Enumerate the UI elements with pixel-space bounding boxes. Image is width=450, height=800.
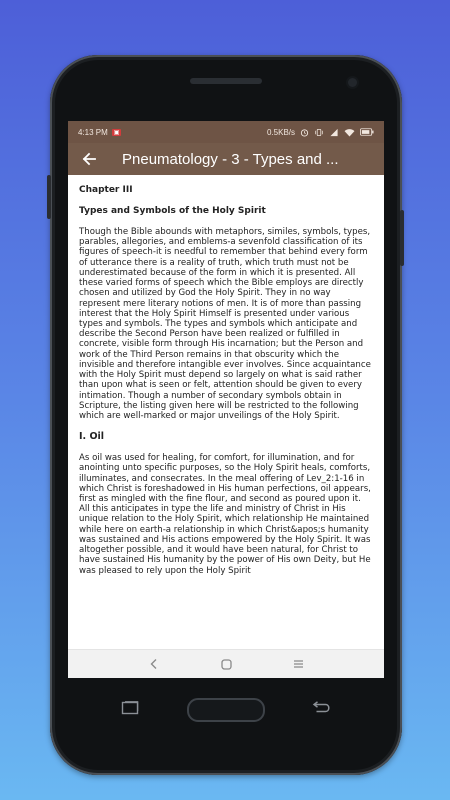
nav-back-button[interactable]: [139, 653, 169, 675]
signal-icon: [329, 128, 339, 137]
chapter-heading: Chapter III: [79, 185, 133, 195]
home-key[interactable]: [187, 698, 265, 722]
battery-icon: [360, 128, 374, 136]
page-title: Pneumatology - 3 - Types and ...: [122, 150, 339, 168]
vibrate-icon: [314, 128, 324, 137]
app-bar: [68, 143, 384, 175]
home-square-icon: [221, 659, 232, 670]
status-bar: [68, 121, 384, 143]
article-content[interactable]: [68, 175, 384, 649]
recent-apps-key[interactable]: [117, 697, 143, 719]
power-button[interactable]: [400, 210, 404, 266]
status-time: 4:13 PM: [78, 127, 108, 137]
section-paragraph: As oil was used for healing, for comfort, for illumination, and for anointing unto specific purposes, so the Holy Spirit heals, comforts, illuminates, and consecrates. In the meal offering of Lev_2:1-16 in which Christ is foreshadowed in His human perfections, oil appears, first as mingled with the fine flour, and second as poured upon it. All this anticipates in type the life and ministry of Christ in His unique relation to the Holy Spirit, which relationship He maintained while here on earth-a relationship in which Christ&apos;s humanity was sustained and His actions empowered by the Holy Spirit. It was altogether possible, and it would have been natural, for Christ to have sustained His humanity by the power of His own Deity, but He was pleased to rely upon the Holy Spirit: [79, 453, 371, 576]
back-button[interactable]: [78, 148, 100, 170]
phone-screen: [68, 121, 384, 678]
recent-apps-icon: [121, 701, 139, 715]
nav-home-button[interactable]: [211, 653, 241, 675]
chevron-left-icon: [149, 658, 159, 670]
notification-badge-icon: ▣: [113, 129, 120, 136]
alarm-icon: [300, 128, 309, 137]
arrow-left-icon: [81, 151, 97, 167]
nav-menu-button[interactable]: [283, 653, 313, 675]
return-arrow-icon: [311, 701, 331, 716]
chapter-subtitle: Types and Symbols of the Holy Spirit: [79, 206, 266, 216]
section-heading: I. Oil: [79, 431, 105, 443]
intro-paragraph: Though the Bible abounds with metaphors, similes, symbols, types, parables, allegories, and emblems-a sevenfold classification of its figures of speech-it is needful to remember that behind every form of utterance there is a reality of truth, which truth must not be underestimated because of the form in which it is presented. All these varied forms of speech which the Bible employs are directly chosen and utilized by God the Holy Spirit. They in no way represent mere literary notions of men. It is of more than passing interest that the Holy Spirit Himself is presented under various types and symbols. The types and symbols which anticipate and describe the Second Person have been realized or fulfilled in concrete, visible form through His incarnation; but the Person and work of the Third Person remains in that obscurity which the invisible and therefore intangible ever involves. Since acquaintance with the Holy Spirit must depend so largely on what is said rather than upon what is seen or felt, attention should be given to every intimation. Though a number of secondary symbols obtain in Scripture, the listing given here will be restricted to the following which are well-marked or major unveilings of the Holy Spirit.: [79, 227, 371, 421]
volume-button[interactable]: [47, 175, 51, 219]
wifi-icon: [344, 128, 355, 137]
earpiece-speaker: [190, 78, 262, 84]
hardware-back-key[interactable]: [307, 697, 335, 719]
menu-icon: [293, 659, 304, 669]
network-speed: 0.5KB/s: [266, 127, 295, 137]
nav-bar: [68, 649, 384, 678]
front-camera: [348, 78, 357, 87]
